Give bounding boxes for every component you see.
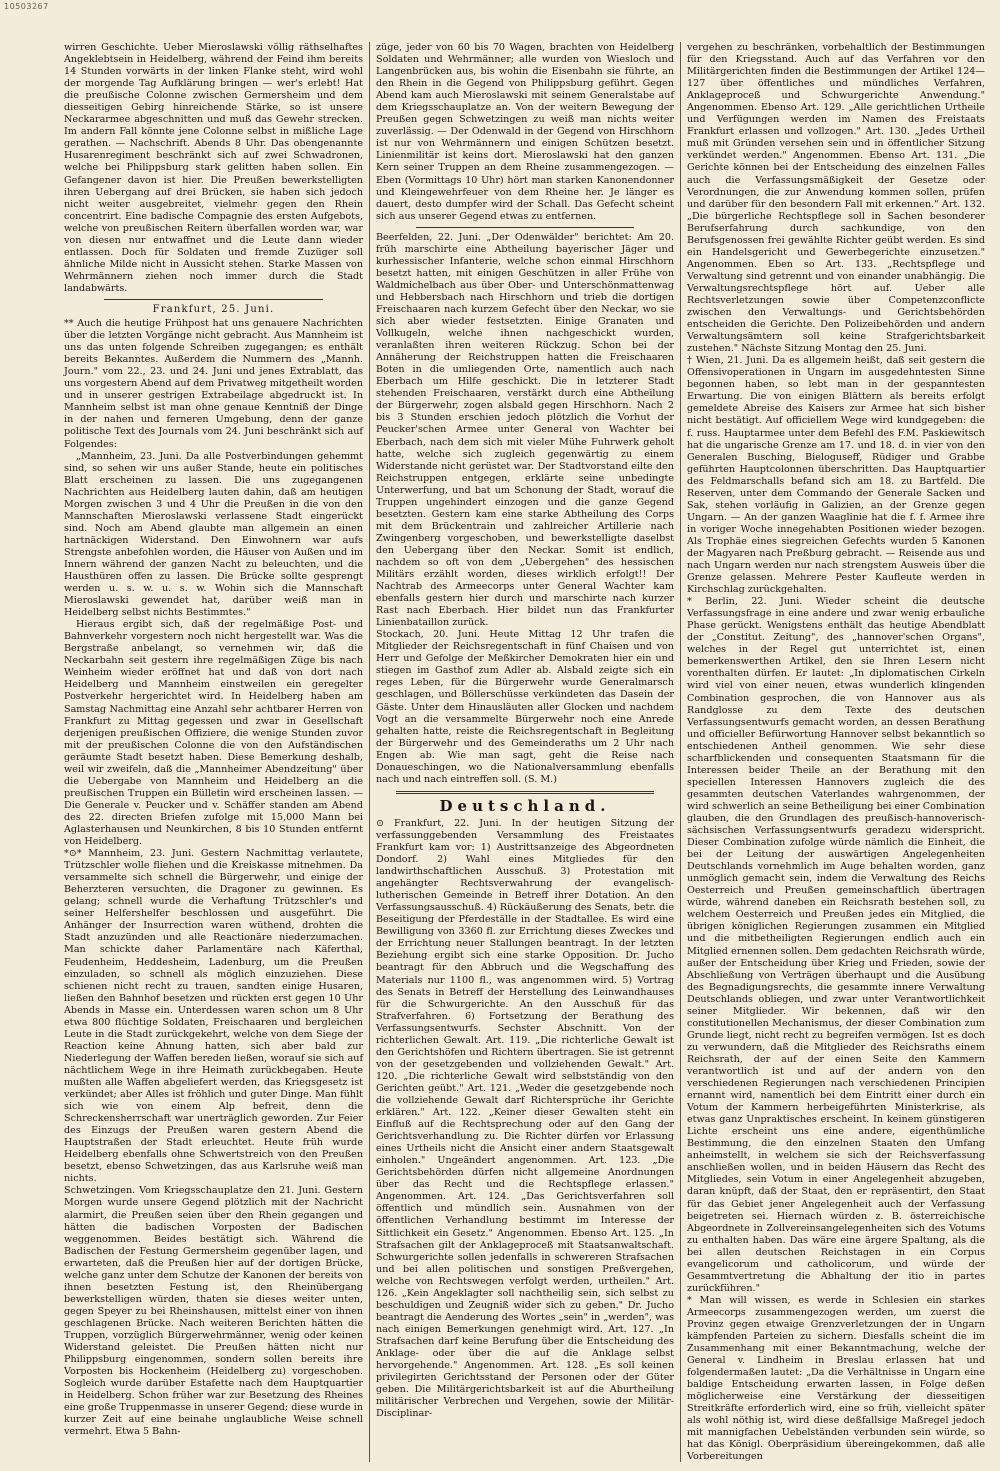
article-paragraph: * Berlin, 22. Juni. Wieder scheint die deutsche Verfassungsfrage in eine andere und zwar wenig erbauliche Phase gerückt. Wenigstens enthält das heutige Abendblatt der „Constitut. Zeitung", des „hannover'schen Organs", welches in der Regel gut unterrichtet ist, einen bemerkenswerthen Artikel, den sie Ihren Lesern nicht vorenthalten dürfen. Er lautet: „In diplomatischen Cirkeln wird viel von einer neuen, etwas wunderlich klingenden Combination gesprochen, die von Hannover aus als Randglosse zu dem Texte des deutschen Verfassungsentwurfs gemacht worden, an dessen Berathung und officieller Befürwortung Hannover selbst bekanntlich so entschiedenen Antheil genommen. Wie sehr diese scharfblickenden und consequenten Staatsmann für die Interessen beider Theile an der Berathung mit den speciellen Interessen Hannovers zugleich die des gesammten deutschen Vaterlandes wahrgenommen, der wird schwerlich an seine Betheiligung bei einer Combination glauben, die den Grundlagen des preußisch-hannoverisch-sächsischen Verfassungsentwurfs geradezu widerspricht. Dieser Combination zufolge würde nämlich die Einheit, die bei der Leitung der auswärtigen Angelegenheiten Deutschlands vornehmlich im Auge behalten worden, ganz unmöglich gemacht sein, indem die Verwaltung des Reichs Oesterreich und Preußen gemeinschaftlich übertragen würde, während daneben ein Reichsrath bestehen soll, zu welchem Oesterreich und Preußen jedes ein Mitglied, die übrigen königlichen Regierungen zusammen ein Mitglied und die mitbetheiligten Regierungen endlich auch ein Mitglied ernennen sollen. Dem gedachten Reichsrath würde, außer der Entscheidung über Krieg und Frieden, sowie der Abschließung von Verträgen überhaupt und die Ausübung des Begnadigungsrechts, die gesammte innere Verwaltung Deutschlands obliegen, und zwar unter Verantwortlichkeit seiner Mitglieder. Wir bekennen, daß wir den constitutionellen Mechanismus, der dieser Combination zum Grunde liegt, nicht recht zu begreifen vermögen. Ist es doch zu verwundern, daß die Mitglieder des Reichsraths einem Reichsrath, der auf der einen Seite den Kammern verantwortlich ist und auf der andern von den verschiedenen Regierungen nach verschiedenen Principien ernannt wird, namentlich bei dem Eintritt einer durch ein Votum der Kammern herbeigeführten Ministerkrise, als etwas ganz Unpraktisches erscheint. In keinem günstigeren Lichte erscheint uns eine andere, eigenthümliche Bestimmung, die den einzelnen Staaten den Umfang anheimstellt, in welchem sie sich der Reichsverfassung anschließen wollen, und in beiden Häusern das Recht des Mitgliedes, sein Votum in einer Angelegenheit abzugeben, daran knüpft, daß der Staat, den er repräsentirt, den Staat für das Gebiet jener Angelegenheit auch der Verfassung beigetreten sei. Hiernach würden z. B. österreichische Abgeordnete in Zollvereinsangelegenheiten sich des Votums zu enthalten haben. Das wäre eine ärgere Spaltung, als die bei allen deutschen Reichstagen in ein Corpus evangelicorum und catholicorum, und würde der Gesammtvertretung die Abhaltung der itio in partes zurückführen." <box>687 596 985 1294</box>
column-divider-rule <box>416 227 634 228</box>
article-paragraph: Schwetzingen. Vom Kriegsschauplatze den 21. Juni. Gestern Morgen wurde unsere Gegend plötzlich mit der Nachricht alarmirt, die Preußen seien über den Rhein gegangen und hätten die badischen Vorposten der Badischen weggenommen. Beides bestätigt sich. Während die Badischen der Festung Germersheim gegenüber lagen, und erwarteten, daß die Preußen hier auf der dortigen Brücke, welche ganz unter dem Schutze der Kanonen der bereits von ihnen besetzten Festung ist, den Rheinübergang bewerkstelligen würden, thaten sie dieses weiter unten, gegen Speyer zu bei Rheinshausen, mittelst einer von ihnen geschlagenen Brücke. Nach weiteren Berichten hätten die Truppen, vorzüglich Bürgerwehrmänner, wenig oder keinen Widerstand geleistet. Die Preußen hätten nicht nur Philippsburg eingenommen, sondern sollen bereits ihre Vorposten bis Hockenheim (Heidelberg zu) vorgeschoben. Sogleich wurde darüber Estafette nach dem Hauptquartier in Heidelberg. Schon früher war zur Besetzung des Rheines eine große Truppenmasse in unserer Gegend; diese wurde in kurzer Zeit auf eine beinahe unglaubliche Weise schnell vermehrt. Etwa 5 Bahn- <box>64 1185 363 1438</box>
article-paragraph: Hieraus ergibt sich, daß der regelmäßige Post- und Bahnverkehr vorgestern noch nicht hergestellt war. Was die Bergstraße anbelangt, so vernehmen wir, daß die Neckarbahn seit gestern ihre regelmäßigen Züge bis nach Weinheim wieder eröffnet hat und daß von dort nach Heidelberg und Mannheim einstweilen ein geregelter Postverkehr hergerichtet wird. In Heidelberg haben am Samstag Nachmittag eine Anzahl sehr achtbarer Herren von Frankfurt zu Mittag gegessen und zwar in Gesellschaft derjenigen preußischen Offiziere, die wenige Stunden zuvor mit der preußischen Colonne die von den Aufständischen geräumte Stadt besetzt haben. Diese Bemerkung deshalb, weil wir zweifeln, daß die „Mannheimer Abendzeitung" über die Uebergabe von Mannheim und Heidelberg an die preußischen Truppen ein Bülletin wird erscheinen lassen. — Die Generale v. Peucker und v. Schäffer standen am Abend des 22. directen Briefen zufolge mit 15,000 Mann bei Aglasterhausen und Neunkirchen, 8 bis 10 Stunden entfernt von Heidelberg. <box>64 619 363 848</box>
section-title: Deutschland. <box>439 796 611 815</box>
scan-id-label: 10503267 <box>4 2 49 11</box>
article-paragraph: ⊙ Frankfurt, 22. Juni. In der heutigen Sitzung der verfassunggebenden Versammlung des Freistaates Frankfurt kam vor: 1) Austrittsanzeige des Abgeordneten Dondorf. 2) Wahl eines Mitgliedes für den landwirthschaftlichen Ausschuß. 3) Protestation mit angehängter Rechtsverwahrung der evangelisch-lutherischen Gemeinde in Betreff ihrer Dotation. An den Verfassungsausschuß. 4) Rückäußerung des Senats, betr. die Beseitigung der Pferdeställe in der Stadtallee. Es wird eine Bewilligung von 3360 fl. zur Errichtung dieses Zweckes und der Errichtung neuer Stallungen beantragt. In der letzten Beziehung ergibt sich eine starke Opposition. Dr. Jucho beantragt für den Abbruch und die Wegschaffung des Materials nur 1100 fl., was angenommen wird. 5) Vortrag des Senats in Betreff der Herstellung des Leinwandhauses für die Schwurgerichte. An den Ausschuß für das Strafverfahren. 6) Fortsetzung der Berathung des Verfassungsentwurfs. Sechster Abschnitt. Von der richterlichen Gewalt. Art. 119. „Die richterliche Gewalt ist den Gerichtshöfen und Richtern übertragen. Sie ist getrennt von der gesetzgebenden und vollziehenden Gewalt." Art. 120. „Die richterliche Gewalt wird selbstständig von den Gerichten geübt." Art. 121. „Weder die gesetzgebende noch die vollziehende Gewalt darf Richtersprüche ihr Gerichte erklären." Art. 122. „Keiner dieser Gewalten steht ein Einfluß auf die Rechtsprechung oder auf den Gang der Gerichtsverhandlung zu. Die Richter dürfen vor Erlassung eines Urtheils nicht die Ansicht einer andern Staatsgewalt einholen." Ungeändert angenommen. Art. 123. „Die Gerichtsbehörden dürfen nicht allgemeine Anordnungen über das Recht und die Rechtspflege erlassen." Angenommen. Art. 124. „Das Gerichtsverfahren soll öffentlich und mündlich sein. Ausnahmen von der öffentlichen Verhandlung bestimmt im Interesse der Sittlichkeit ein Gesetz." Angenommen. Ebenso Art. 125. „In Strafsachen gilt der Anklageproceß mit Staatsanwaltschaft. Schwurgerichte sollen jedenfalls in schwereren Strafsachen und bei allen politischen und sonstigen Preßvergehen, welche von Rechtswegen verfolgt werden, urtheilen." Art. 126. „Kein Angeklagter soll nachtheilig sein, sich selbst zu beschuldigen und Zeugniß wider sich zu geben." Dr. Jucho beantragt die Aenderung des Wortes „sein" in „werden", was nach einigen Bemerkungen genehmigt wird. Art. 127. „In Strafsachen darf keine Berufung über die Entscheidung des Anklage- oder über die auf die Anklage selbst hervorgehende." Angenommen. Art. 128. „Es soll keinen privilegirten Gerichtsstand der Personen oder der Güter geben. Die Militärgerichtsbarkeit ist auf die Aburtheilung militärischer Verbrechen und Vergehen, sowie der Militär-Disciplinar- <box>376 817 674 1420</box>
article-paragraph: *⊙* Mannheim, 23. Juni. Gestern Nachmittag verlautete, Trützschler wolle fliehen und die Kreiskasse mitnehmen. Da versammelte sich schnell die Bürgerwehr, und einige der Beherzteren versuchten, die Dragoner zu gewinnen. Es gelang; schnell wurde die Verhaftung Trützschler's und seiner Helfershelfer beschlossen und ausgeführt. Die Anhänger der Insurrection waren wüthend, drohten die Stadt anzuzünden und alle Reactionäre niederzumachen. Man schickte daher Parlamentäre nach Käferthal, Feudenheim, Heddesheim, Ladenburg, um die Preußen einzuladen, so schnell als möglich einzuziehen. Diese schienen nicht recht zu trauen, sandten einige Husaren, ließen den Bahnhof besetzen und rückten erst gegen 10 Uhr Abends in Masse ein. Unterdessen waren schon um 8 Uhr etwa 800 flüchtige Soldaten, Freischaaren und bergleichen Leute in die Stadt zurückgekehrt, welche von dem Siege der Reaction keine Ahnung hatten, sich aber bald zur Niederlegung der Waffen bereden ließen, worauf sie sich auf nächtlichem Wege in ihre Heimath zurückbegaben. Heute mußten alle Waffen abgeliefert werden, das Kriegsgesetz ist verkündet; aber Alles ist fröhlich und guter Dinge. Man fühlt sich wie von einem Alp befreit, denn die Schreckensherrschaft war unerträglich geworden. Zur Feier des Einzugs der Preußen waren gestern Abend die Hauptstraßen der Stadt erleuchtet. Heute früh wurde Heidelberg ebenfalls ohne Schwertstreich von den Preußen besetzt, ebenso Schwetzingen, das aus Karlsruhe weiß man nichts. <box>64 848 363 1185</box>
article-paragraph: † Wien, 21. Juni. Da es allgemein heißt, daß seit gestern die Offensivoperationen in Ungarn im ausgedehntesten Sinne begonnen haben, so lebt man in der gespanntesten Erwartung. Die von einigen Blättern als bereits erfolgt gemeldete Abreise des Kaisers zur Armee hat sich bisher nicht bestätigt. Auf officiellem Wege wird kundgegeben: die f. russ. Hauptarmee unter dem Befehl des F.M. Paskiewitsch hat die ungarische Grenze am 17. und 18. d. in vier von den Generalen Busching, Bieloguseff, Rüdiger und Grabbe geführten Hauptcolonnen überschritten. Das Hauptquartier des Feldmarschalls befand sich am 18. zu Bartfeld. Die Reserven, unter dem Commando der Generale Sacken und Sak, stehen vorläufig in Galizien, an der Grenze gegen Ungarn. — An der ganzen Waaglinie hat die f. f. Armee ihre in voriger Woche innegehabten Positionen wieder bezogen. Als Trophäe eines siegreichen Gefechts wurden 5 Kanonen der Magyaren nach Preßburg gebracht. — Reisende aus und nach Ungarn werden nur nach strengstem Ausweis über die Grenze gelassen. Mehrere Pester Kaufleute werden in Kirchschlag zurückgehalten. <box>687 355 985 596</box>
article-paragraph: * Man will wissen, es werde in Schlesien ein starkes Armeecorps zusammengezogen werden, um zuerst die Provinz gegen etwaige Grenzverletzungen der in Ungarn kämpfenden Parteien zu sichern. Diesfalls scheint die im Zusammenhang mit einer Bekanntmachung, welche der General v. Lindheim in Breslau erlassen hat und folgendermaßen lautet: „Da die Verhältnisse in Ungarn eine baldige Entscheidung erwarten lassen, in Folge deßen möglicherweise eine Verstärkung der diesseitigen Streitkräfte erforderlich wird, eine so früh, vielleicht später als wohl nöthig ist, wird diese deßfallsige Maßregel jedoch mit mannigfachen Uebelständen verbunden sein würde, so hat das Königl. Oberpräsidium übereingekommen, daß alle Vorbereitungen <box>687 1294 985 1462</box>
dateline-heading: Frankfurt, 25. Juni. <box>152 303 275 315</box>
article-paragraph: wirren Geschichte. Ueber Mieroslawski völlig räthselhaftes Angeklebtsein in Heidelberg, während der Feind ihm bereits 14 Stunden vorwärts in der linken Flanke steht, wird wohl der morgende Tag Aufklärung bringen — wer's erlebt! Hat die preußische Colonne zwischen Germersheim und dem diesseitigen Gebirg hinreichende Stärke, so ist unsere Neckararmee abgeschnitten und muß das Gewehr strecken. Im andern Fall könnte jene Colonne selbst in mißliche Lage gerathen. — Nachschrift. Abends 8 Uhr. Das obengenannte Husarenregiment beschränkt sich auf zwei Schwadronen, welche bei Philippsburg stark gelitten haben sollen. Ein Gefangener davon ist hier. Die Preußen bewerkstelligten ihren Uebergang auf drei Brücken, sie haben sich jedoch nicht weiter ausgebreitet, vielmehr gegen den Rhein concentrirt. Eine badische Compagnie des ersten Aufgebots, welche von preußischen Reitern überfallen worden war, war von diesen nur entwaffnet und die Leute dann wieder entlassen. Doch für Soldaten und fremde Zuzüger soll ähnliche Milde nicht in Aussicht stehen. Starke Massen von Wehrmännern ziehen noch immer durch die Stadt landabwärts. <box>64 42 363 294</box>
article-paragraph: Beerfelden, 22. Juni. „Der Odenwälder" berichtet: Am 20. früh marschirte eine Abtheilung bayerischer Jäger und kurhessischer Infanterie, welche schon einmal Hirschhorn besetzt hatten, mit einigen Geschützen in aller Frühe von Waldmichelbach aus über Ober- und Unterschönmattenwag und Hebbersbach nach Hirschhorn und trieb die dortigen Freischaaren nach kurzem Gefecht über den Neckar, wo sie sich aber wieder festsetzten. Einige Granaten und Vollkugeln, welche ihnen nachgeschickt wurden, veranlaßten ihren weiteren Rückzug. Schon bei der Annäherung der Reichstruppen hatten die Freischaaren Boten in die umliegenden Orte, namentlich auch nach Eberbach um Hilfe geschickt. Die in letzterer Stadt stehenden Freischaaren, verstärkt durch eine Abtheilung der Bürgerwehr, zogen alsbald gegen Hirschhorn. Nach 2 bis 3 Stunden erschien jedoch plötzlich die Vorhut der Peucker'schen Armee unter General von Wachter bei Eberbach, nach dem sich mit vieler Mühe Fuhrwerk geholt hatte, welche sich zugleich gegenwärtig zu einem Widerstande nicht gerüstet war. Der Stadtvorstand eilte den Reichstruppen entgegen, erklärte seine unbedingte Unterwerfung, und bat um Schonung der Stadt, worauf die Truppen ungehindert einzogen und die ganze Gegend besetzten. Gestern kam eine starke Abtheilung des Corps mit dem Brückentrain und zahlreicher Artillerie nach Zwingenberg vorgeschoben, und bewerkstelligte daselbst den Uebergang über den Neckar. Somit ist endlich, nachdem so oft von dem „Uebergehen" des hessischen Militärs erzählt worden, dieses wirklich erfolgt!! Der Nachtrab des Armeecorps unter General Wachter kam ebenfalls gestern hier durch und marschirte nach kurzer Rast nach Eberbach. Hier bildet nun das Frankfurter Linienbataillon zurück. <box>376 231 674 629</box>
column-divider-rule <box>104 299 323 300</box>
column-1 <box>58 42 369 1462</box>
article-paragraph: vergehen zu beschränken, vorbehaltlich der Bestimmungen für den Kriegsstand. Auch auf das Verfahren vor den Militärgerichten finden die Bestimmungen der Artikel 124—127 über öffentliches und mündliches Verfahren, Anklageproceß und Schwurgerichte Anwendung." Angenommen. Ebenso Art. 129. „Alle gerichtlichen Urtheile und Verfügungen werden im Namen des Freistaats Frankfurt erlassen und vollzogen." Art. 130. „Jedes Urtheil muß mit Gründen versehen sein und in öffentlicher Sitzung verkündet werden." Angenommen. Ebenso Art. 131. „Die Gerichte können bei der Entscheidung des einzelnen Falles auch die Verfassungsmäßigkeit der Gesetze oder Verordnungen, die zur Anwendung kommen sollen, prüfen und darüber für den besondern Fall mit erkennen." Art. 132. „Die bürgerliche Rechtspflege soll in Sachen besonderer Berufserfahrung durch sachkundige, von den Berufsgenossen frei gewählte Richter geübt werden. Es sind ein Handelsgericht und Gewerbegerichte einzusetzen." Angenommen. Eben so Art. 133. „Rechtspflege und Verwaltung sind getrennt und von einander unabhängig. Die Verwaltungsrechtspflege hört auf. Ueber alle Rechtsverletzungen sowie über Competenzconflicte zwischen den Verwaltungs- und Gerichtsbehörden entscheiden die Gerichte. Den Polizeibehörden und andern Verwaltungsämtern soll keine Strafgerichtsbarkeit zustehen." Nächste Sitzung Montag den 25. Juni. <box>687 42 985 355</box>
article-paragraph: „Mannheim, 23. Juni. Da alle Postverbindungen gehemmt sind, so sehen wir uns außer Stande, heute ein politisches Blatt erscheinen zu lassen. Die uns zugegangenen Nachrichten aus Heidelberg lauten dahin, daß am heutigen Morgen zwischen 3 und 4 Uhr die Preußen in die von den Mannschaften Mieroslawski verlassene Stadt eingerückt sind. Noch am Abend glaubte man allgemein an einen hartnäckigen Widerstand. Den Einwohnern war aufs Strengste anbefohlen worden, die Häuser von Außen und im Innern während der ganzen Nacht zu beleuchten, und die Hausthüren offen zu lassen. Die Brücke sollte gesprengt werden u. s. w. u. s. w. Wohin sich die Mannschaft Mieroslawski gewendet hat, darüber weiß man in Heidelberg selbst nichts Bestimmtes." <box>64 450 363 619</box>
column-2 <box>369 42 680 1462</box>
text-columns <box>58 42 993 1462</box>
article-paragraph: Stockach, 20. Juni. Heute Mittag 12 Uhr trafen die Mitglieder der Reichsregentschaft in fünf Chaisen und von Herr und Gefolge der Meßkircher Demokraten hier ein und stiegen im Gasthof zum Adler ab. Alsbald zeigte sich ein reges Leben, für die Bürgerwehr wurde Generalmarsch geschlagen, und Böllerschüsse verkündeten das Dasein der Gäste. Unter dem Hinausläuten aller Glocken und nachdem Vogt an die versammelte Bürgerwehr noch eine Anrede gehalten hatte, reiste die Reichsregentschaft in Begleitung der Bürgerwehr und des Gemeinderaths um 2 Uhr nach Engen ab. Wie man sagt, geht die Reise nach Donaueschingen, wo die Nationalversammlung ebenfalls nach und nach eintreffen soll. (S. M.) <box>376 629 674 785</box>
article-paragraph: züge, jeder von 60 bis 70 Wagen, brachten von Heidelberg Soldaten und Wehrmänner; alle wurden von Wiesloch und Langenbrücken aus, bis wohin die Eisenbahn sie führte, an den Rhein in die Gegend von Philippsburg geführt. Gegen Abend kam auch Mieroslawski mit seinem Generalstabe auf dem Kriegsschauplatze an. Von der weitern Bewegung der Preußen gegen Schwetzingen zu weiß man nichts weiter zuverlässig. — Der Odenwald in der Gegend von Hirschhorn ist nur von Wehrmännern und einigen Schützen besetzt. Linienmilitär ist keins dort. Mieroslawski hat den ganzen Kern seiner Truppen an dem Rheine zusammengezogen. — Eben (Vormittags 10 Uhr) hört man starken Kanonendonner und Kleingewehrfeuer von dem Rheine her. Je länger es dauert, desto dumpfer wird der Schall. Das Gefecht scheint sich aus unserer Gegend etwas zu entfernen. <box>376 42 674 222</box>
column-divider-rule <box>396 791 654 794</box>
article-paragraph: ** Auch die heutige Frühpost hat uns genauere Nachrichten über die letzten Vorgänge nicht gebracht. Aus Mannheim ist uns das unten folgende Schreiben zugegangen; es enthält bereits Bekanntes. Außerdem die Nummern des „Mannh. Journ." vom 22., 23. und 24. Juni und jenes Extrablatt, das uns vorgestern Abend auf dem Privatweg mitgetheilt worden und in unserer gestrigen Extrabeilage abgedruckt ist. In Mannheim selbst ist man ohne genaue Kenntniß der Dinge in der nahen und ferneren Umgebung, denn der ganze politische Text des Journals vom 24. Juni beschränkt sich auf Folgendes: <box>64 318 363 450</box>
column-3 <box>680 42 991 1462</box>
